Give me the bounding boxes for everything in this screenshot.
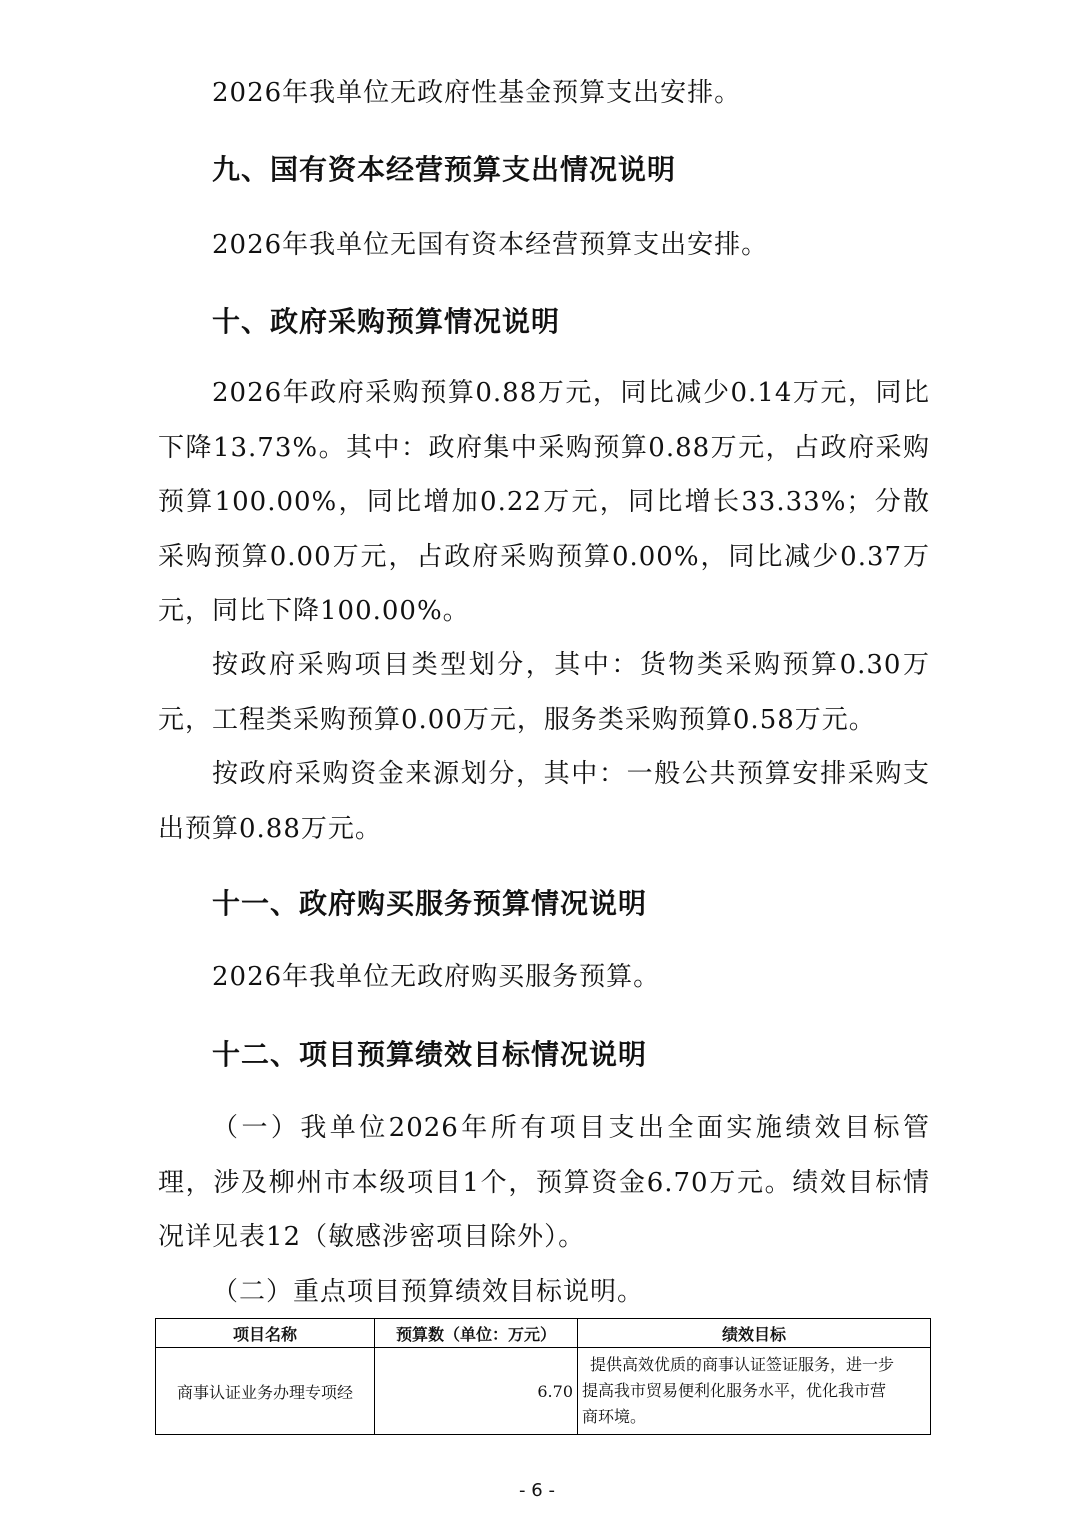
paragraph-gov-fund: 2026年我单位无政府性基金预算支出安排。: [212, 78, 742, 108]
heading-section-10: 十、政府采购预算情况说明: [212, 305, 561, 338]
performance-target-table: [155, 1318, 931, 1435]
paragraph-procurement-by-type: 按政府采购项目类型划分，其中：货物类采购预算0.30万元，工程类采购预算0.00万元，服务类采购预算0.58万元。: [158, 650, 930, 735]
paragraph-performance-overview: （一）我单位2026年所有项目支出全面实施绩效目标管理，涉及柳州市本级项目1个，预算资金6.70万元。绩效目标情况详见表12（敏感涉密项目除外）。: [158, 1113, 930, 1252]
heading-section-11: 十一、政府购买服务预算情况说明: [212, 887, 648, 920]
cell-performance-goal: [578, 1348, 931, 1435]
heading-section-12: 十二、项目预算绩效目标情况说明: [212, 1038, 648, 1071]
paragraph-procurement-by-source: 按政府采购资金来源划分，其中：一般公共预算安排采购支出预算0.88万元。: [158, 759, 930, 844]
table-header-row: [156, 1319, 931, 1348]
paragraph-state-capital: 2026年我单位无国有资本经营预算支出安排。: [212, 230, 769, 260]
table-row: [156, 1348, 931, 1435]
cell-project-name: 商事认证业务办理专项经: [156, 1348, 375, 1435]
column-header-performance-goal: 绩效目标: [578, 1319, 931, 1348]
goal-line: 提供高效优质的商事认证签证服务，进一步: [590, 1355, 895, 1374]
cell-budget-amount: 6.70: [375, 1348, 578, 1435]
paragraph-procurement-summary: 2026年政府采购预算0.88万元，同比减少0.14万元，同比下降13.73%。其中：政府集中采购预算0.88万元，占政府采购预算100.00%，同比增加0.22万元，同比增长33.33%；分散采购预算0.00万元，占政府采购预算0.00%，同比减少0.37万元，同比下降100.00%。: [158, 378, 930, 626]
paragraph-key-project-intro: （二）重点项目预算绩效目标说明。: [212, 1277, 645, 1307]
paragraph-purchase-services: 2026年我单位无政府购买服务预算。: [212, 962, 661, 992]
goal-line: 提高我市贸易便利化服务水平，优化我市营: [582, 1381, 887, 1400]
column-header-project-name: 项目名称: [156, 1319, 375, 1348]
heading-section-9: 九、国有资本经营预算支出情况说明: [212, 153, 677, 186]
goal-line: 商环境。: [582, 1407, 647, 1426]
column-header-budget: 预算数（单位：万元）: [375, 1319, 578, 1348]
page-number: - 6 -: [519, 1480, 555, 1501]
